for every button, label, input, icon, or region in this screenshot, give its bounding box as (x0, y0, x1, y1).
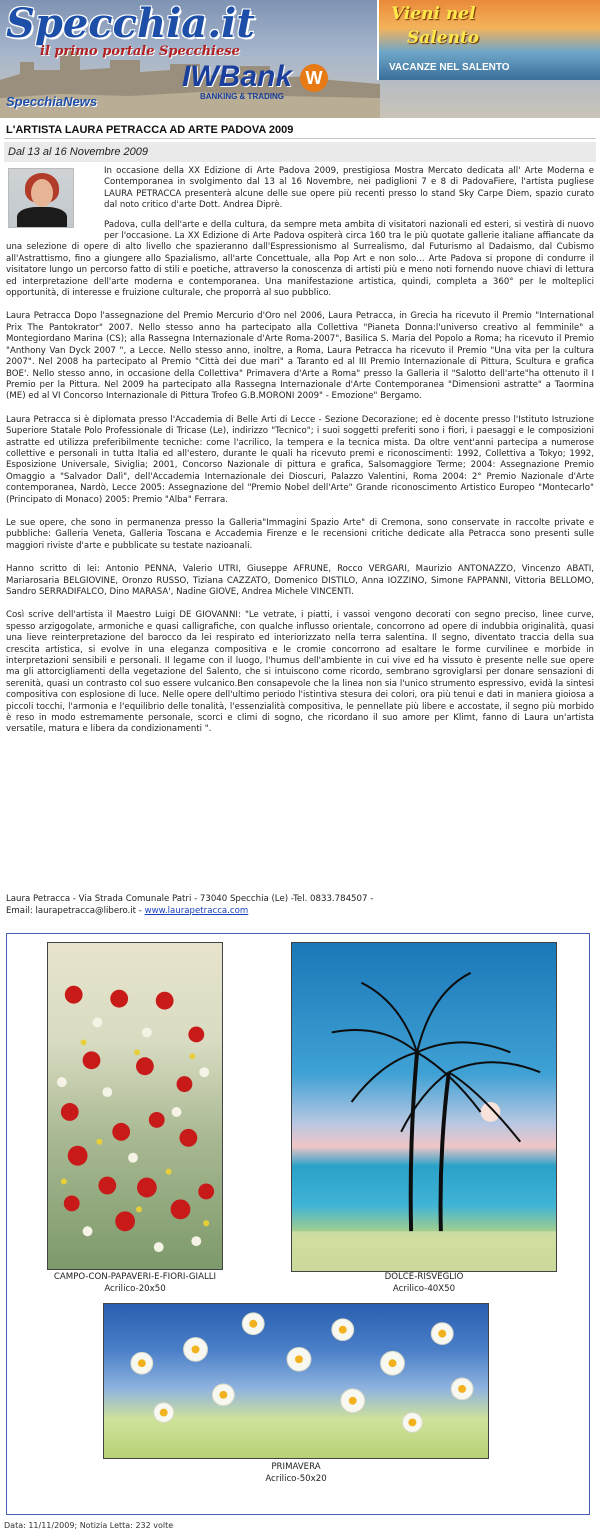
artwork-caption-2 (291, 1272, 557, 1296)
paragraph: Padova, culla dell'arte e della cultura, da sempre meta ambita di visitatori nazionali ed esteri, si vestirà di nuovo per l'occasione. La XX Edizione di Arte Padova ospiterà circa 160 tra le più quotate gallerie italiane affiancate da una selezione di opere di alto livello che spazieranno dall'Espressionismo al Surrealismo, dal Futurismo al Dadaismo, dal Cubismo all'Astrattismo, fino a giungere allo Spazialismo, all'arte Concettuale, alla Pop Art e non solo… Arte Padova si propone di condurre il visitatore lungo un percorso fatto di stili e poetiche, attraverso la conoscenza di artisti più e meno noti fornendo nuove chiavi di lettura ed interpretazione dell'arte moderna e contemporanea. Una manifestazione artistica, quindi, completa a 360° per le molteplici opportunità, di interesse e fruizione culturale, che proporrà al suo pubblico. (6, 219, 594, 299)
sponsor-name: IWBank (182, 60, 293, 93)
banner-caption: VACANZE NEL SALENTO (389, 62, 510, 73)
sponsor-banner[interactable] (182, 60, 382, 104)
artwork-medium: Acrilico-50x20 (265, 1474, 327, 1484)
article-subtitle: Dal 13 al 16 Novembre 2009 (8, 146, 149, 158)
artwork-title: PRIMAVERA (271, 1462, 321, 1472)
painting-daisies[interactable] (103, 1303, 489, 1459)
banner-line1: Vieni nel (391, 4, 476, 24)
section-label[interactable]: SpecchiaNews (6, 94, 98, 109)
artwork-caption-3 (103, 1462, 489, 1486)
banner-line2: Salento (407, 28, 480, 48)
palms-image (292, 943, 556, 1271)
contact-address: Laura Petracca - Via Strada Comunale Patri - 73040 Specchia (Le) -Tel. 0833.784507 - (6, 894, 374, 904)
article-body (6, 166, 594, 748)
sponsor-subtitle: BANKING & TRADING (200, 92, 284, 101)
paragraph: Laura Petracca Dopo l'assegnazione del Premio Mercurio d'Oro nel 2006, Laura Petracca, in Grecia ha ricevuto il Premio "International Prix The Pantokrator" 2007. Nello stesso anno ha partecipato alla Collettiva "Pianeta Donna:l'universo creativo al femminile" a Montegiordano Marina (CS); alla Rassegna Internazionale d'Arte Roma-2007", Basilica S. Maria del Popolo a Roma; ha ricevuto il Premio "Anthony Van Dyck 2007 ", a Lecce. Nello stesso anno, inoltre, a Roma, Laura Petracca ha ricevuto il Premio "Una vita per la cultura 2007". Nel 2008 ha partecipato al Premio "Città dei due mari" a Taranto ed al III Premio Internazionale di Pittura, Scultura e grafica BOE'. Nello stesso anno, in occasione della Collettiva" Primavera d'Arte a Roma" presso la Galleria il "Salotto dell'arte"ha ottenuto il I Premio per la Pittura. Nel 2009 ha partecipato alla Rassegna Internazionale d'Arte Contemporanea "Dimensioni astratte" a Taormina (ME) ed al VI Concorso Internazionale di Pittura Trofeo G.B.MORONI 2009" - Emozione" Bergamo. (6, 311, 594, 402)
artwork-title: CAMPO-CON-PAPAVERI-E-FIORI-GIALLI (53, 1272, 217, 1282)
site-header (0, 0, 600, 118)
artwork-caption-1 (7, 1272, 263, 1296)
paragraph: Così scrive dell'artista il Maestro Luigi DE GIOVANNI: "Le vetrate, i piatti, i vassoi vengono decorati con segno preciso, linee curve, spesso arzigogolate, armoniche e quasi calligrafiche, con qualche influsso orientale, concorrono ad opere di indubbia originalità, quasi una lieve reinterpretazione del barocco da lei respirato ed interiorizzato nella terra salentina. Il segno, diventato traccia della sua crescita artistica, si evolve in una eleganza compositiva e le cromie concorrono ad esaltare le forme curvilinee e morbide in interpretazioni sensibili e personali. Il legame con il luogo, l'humus dell'ambiente in cui vive ed ha vissuto è presente nelle sue opere ma gli attorcigliamenti della vegetazione del Salento, che si intuiscono come ricordo, sembrano sgroviglarsi per donare sensazioni di serenità, quasi un contrasto col suo essere vulcanico.Ben consapevole che la linea non sia l'unico strumento espressivo, evidà la sintesi compositiva con esplosione di luce. Nelle opere dell'ultimo periodo l'istintiva stesura dei colori, ora più tenui e dati in maniera gioiosa a piccoli tocchi, l'armonia e l'equilibrio delle tonalità, l'essenzialità compositiva, le pennellate più libere e accostate, il segno più morbido è reso in modo estremamente personale, scorci e climi di sogno, che ricordano il suo amore per Klimt, fanno di Laura un'artista versatile, matura e libera da condizionamenti ". (6, 610, 594, 735)
article-title-bar (4, 121, 596, 139)
paragraph: Le sue opere, che sono in permanenza presso la Galleria"Immagini Spazio Arte" di Cremona, sono conservate in raccolte private e pubbliche: Galleria Veneta, Galleria Toscana e Accademia Firenze e le recensioni critiche dedicate alla Petracca sono presenti sulle maggiori riviste d'arte e pubblicate su testate nazioanali. (6, 517, 594, 551)
painting-poppies[interactable] (47, 942, 223, 1270)
paragraph: Laura Petracca si è diplomata presso l'Accademia di Belle Arti di Lecce - Sezione Decorazione; ed è docente presso l'Istituto Istruzione Superiore Statale Polo Professionale di Tricase (Le), indirizzo "Tecnico"; i suoi soggetti preferiti sono i fiori, i paesaggi e le composizioni astratte ed utilizza preferibilmente tecniche: come l'acrilico, la tempera e la tecnica mista. Da oltre vent'anni partecipa a numerose collettive e personali in tutta Italia ed all'estero, durante le quali ha ricevuto premi e riconoscimenti: 1992, Collettiva a Tokyo; 1992, Esposizione Universale, Siviglia; 2001, Concorso Nazionale di pittura e grafica, Salsomaggiore Terme; 2004: Assegnazione Premio Omaggio a "Salvador Dalì", dell'Accademia Internazionale dei Dioscuri, Palazzo Valentini, Roma 2004: 2° Premio Nazionale d'Arte contemporanea, Nardò, Lecce 2005: Assegnazione del "Premio Nobel dell'Arte" Grande riconoscimento Artistico Europeo "Montecarlo" (Principato di Monaco) 2005: Premio "Alba" Ferrara. (6, 414, 594, 505)
site-logo[interactable]: Specchia.it (6, 0, 255, 47)
artwork-gallery (6, 933, 590, 1515)
daisies-image (104, 1304, 488, 1458)
sponsor-w-icon: W (300, 64, 328, 92)
article-title: L'ARTISTA LAURA PETRACCA AD ARTE PADOVA 2009 (6, 124, 294, 136)
contact-info (6, 893, 373, 917)
paragraph: Hanno scritto di lei: Antonio PENNA, Valerio UTRI, Giuseppe AFRUNE, Rocco VERGARI, Maurizio ANTONAZZO, Vincenzo ABATI, Mariarosaria BELGIOVINE, Oronzo RUSSO, Tiziana CAZZATO, Domenico DISTILO, Anna IOZZINO, Simone FAPPANNI, Vittoria BELLOMO, Sandro SERRADIFALCO, Dino MARASA', Nadine GIOVE, Andrea Michele VINCENTI. (6, 564, 594, 597)
contact-email: Email: laurapetracca@libero.it - (6, 906, 145, 916)
poppies-image (48, 943, 222, 1269)
contact-line2 (6, 905, 373, 917)
artist-photo (8, 168, 74, 228)
article-footer: Data: 11/11/2009; Notizia Letta: 232 volte (4, 1521, 174, 1530)
vacation-banner[interactable] (377, 0, 600, 80)
paragraph: In occasione della XX Edizione di Arte Padova 2009, prestigiosa Mostra Mercato dedicata all' Arte Moderna e Contemporanea in svolgimento dal 13 al 16 Novembre, nei padiglioni 7 e 8 di PadovaFiere, l'artista pugliese LAURA PETRACCA presenterà alcune delle sue opere più recenti presso lo stand Sky Carpe Diem, spazio curato dal noto critico d'arte Dott. Andrea Diprè. (104, 166, 594, 211)
article-subtitle-bar (4, 142, 596, 162)
website-link[interactable]: www.laurapetracca.com (144, 906, 249, 916)
artwork-title: DOLCE-RISVEGLIO (384, 1272, 464, 1282)
painting-palms[interactable] (291, 942, 557, 1272)
artwork-medium: Acrilico-40X50 (392, 1284, 456, 1294)
site-tagline: il primo portale Specchiese (40, 44, 240, 59)
artwork-medium: Acrilico-20x50 (104, 1284, 166, 1294)
